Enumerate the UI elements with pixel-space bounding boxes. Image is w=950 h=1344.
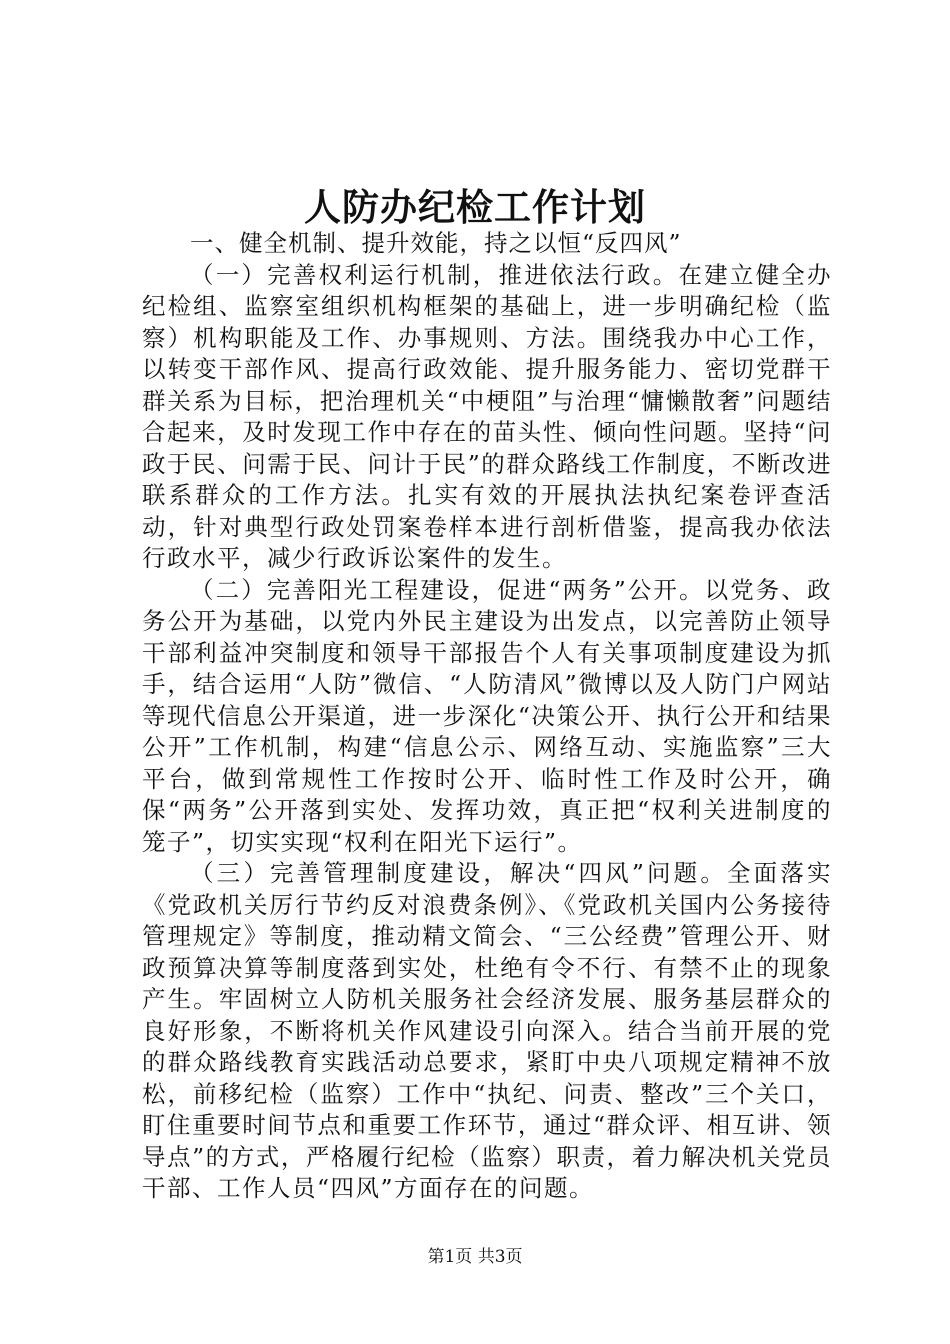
section-heading: 一、健全机制、提升效能，持之以恒“反四风” (190, 229, 682, 257)
paragraph-3: （三）完善管理制度建设，解决“四风”问题。全面落实《党政机关厉行节约反对浪费条例》、《党政机关国内公务接待管理规定》等制度，推动精文简会、“三公经费”管理公开、财政预算决算等制度落到实处，杜绝有令不行、有禁不止的现象产生。牢固树立人防机关服务社会经济发展、服务基层群众的良好形象，不断将机关作风建设引向深入。结合当前开展的党的群众路线教育实践活动总要求，紧盯中央八项规定精神不放松，前移纪检（监察）工作中“执纪、问责、整改”三个关口，盯住重要时间节点和重要工作环节，通过“群众评、相互讲、领导点”的方式，严格履行纪检（监察）职责，着力解决机关党员干部、工作人员“四风”方面存在的问题。 (142, 859, 832, 1202)
page-number-footer: 第1页 共3页 (427, 1247, 523, 1267)
document-title: 人防办纪检工作计划 (304, 185, 646, 229)
paragraph-1: （一）完善权利运行机制，推进依法行政。在建立健全办纪检组、监察室组织机构框架的基础上，进一步明确纪检（监察）机构职能及工作、办事规则、方法。围绕我办中心工作，以转变干部作风、提高行政效能、提升服务能力、密切党群干群关系为目标，把治理机关“中梗阻”与治理“慵懒散奢”问题结合起来，及时发现工作中存在的苗头性、倾向性问题。坚持“问政于民、问需于民、问计于民”的群众路线工作制度，不断改进联系群众的工作方法。扎实有效的开展执法执纪案卷评查活动，针对典型行政处罚案卷样本进行剖析借鉴，提高我办依法行政水平，减少行政诉讼案件的发生。 (142, 260, 832, 572)
paragraph-2: （二）完善阳光工程建设，促进“两务”公开。以党务、政务公开为基础，以党内外民主建设为出发点，以完善防止领导干部利益冲突制度和领导干部报告个人有关事项制度建设为抓手，结合运用“人防”微信、“人防清风”微博以及人防门户网站等现代信息公开渠道，进一步深化“决策公开、执行公开和结果公开”工作机制，构建“信息公示、网络互动、实施监察”三大平台，做到常规性工作按时公开、临时性工作及时公开，确保“两务”公开落到实处、发挥功效，真正把“权利关进制度的笼子”，切实实现“权利在阳光下运行”。 (142, 575, 832, 856)
document-body (142, 228, 832, 1205)
